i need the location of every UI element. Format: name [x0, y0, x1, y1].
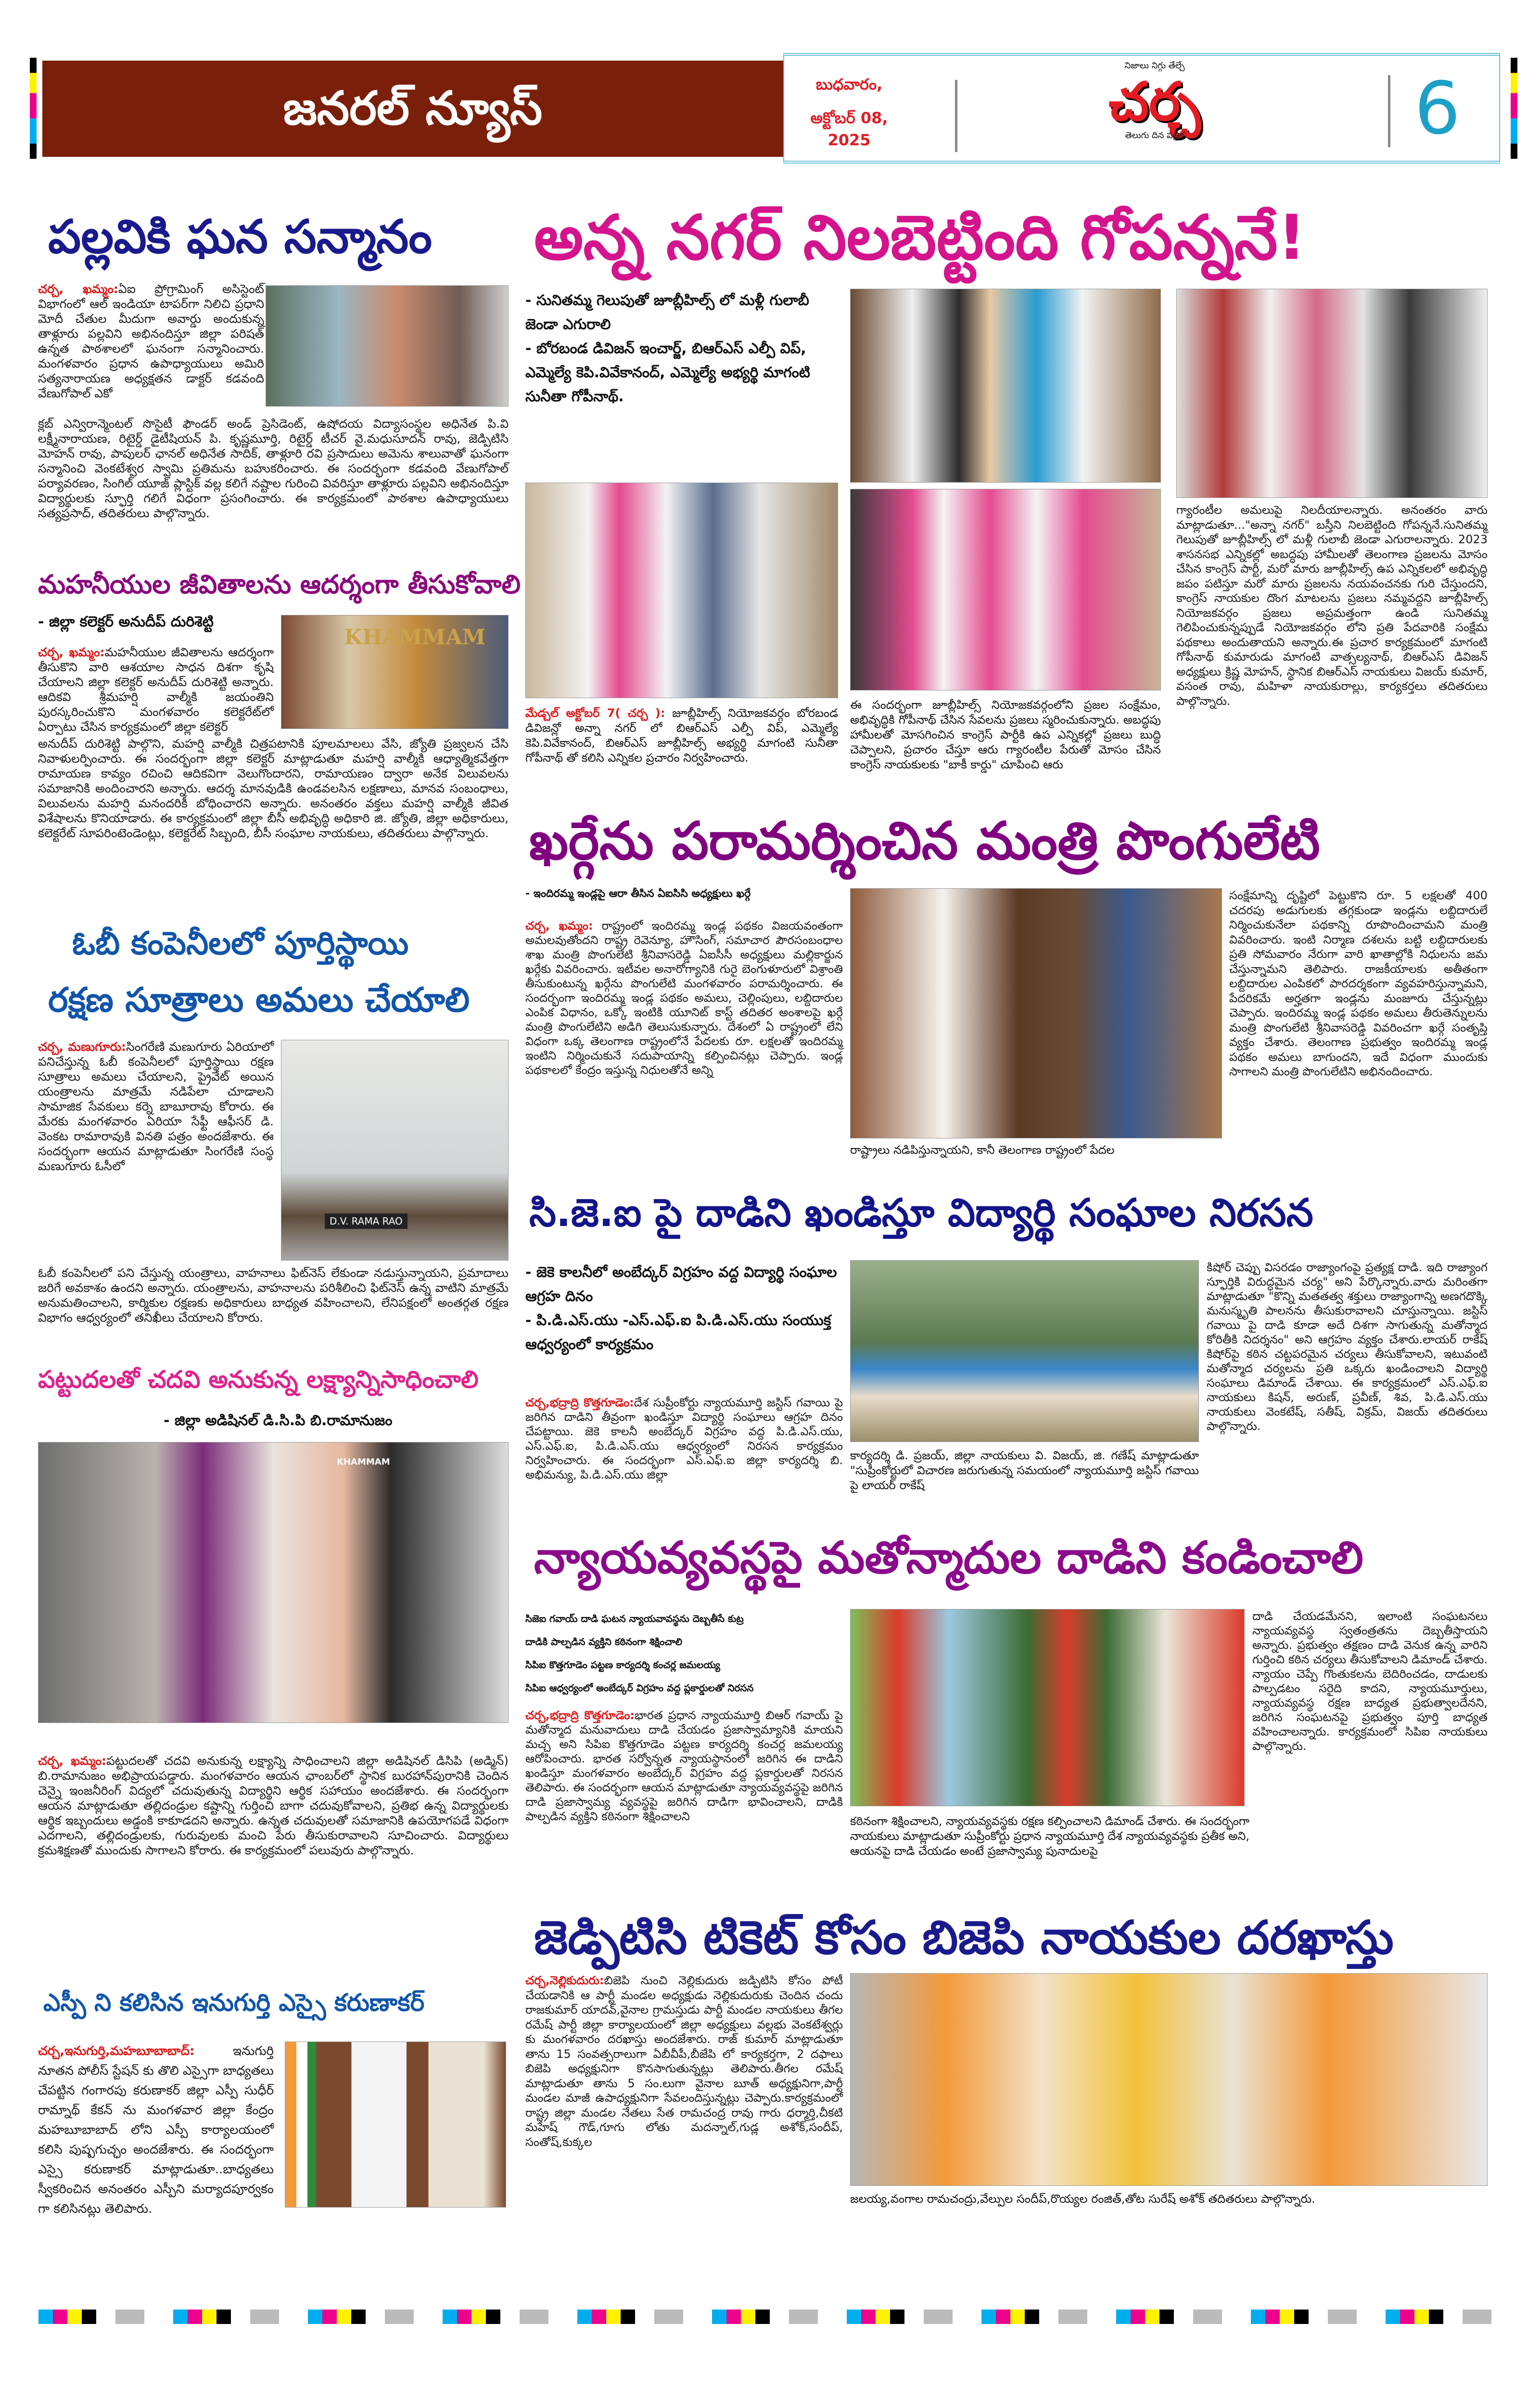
photo-pallavi-felicitation	[266, 285, 509, 407]
logo	[1054, 61, 1256, 142]
article-text: దేశ సుప్రీంకోర్టు న్యాయమూర్తి జస్టిస్ గవాయి పై జరిగిన దాడిని తీవ్రంగా ఖండిస్తూ విద్యార్థి సంఘాలు ఆగ్రహ దినం చేపట్టాయి. జెకె కాలనీ అంబేద్కర్ విగ్రహం వద్ద పి.డి.ఎస్.యు, ఎస్.ఎఫ్.ఐ, పి.డి.ఎస్.యు ఆధ్వర్యంలో నిరసన కార్యక్రమం నిర్వహించారు. ఈ సందర్భంగా ఎస్.ఎఫ్.ఐ జిల్లా కార్యదర్శి బి. అభిమన్యు, పి.డి.ఎస్.యు జిల్లా	[525, 1396, 843, 1481]
bullets-cji	[525, 1261, 843, 1357]
byline-additional-dcp: - జిల్లా అడిషినల్ డి.సి.పి బి.రామానుజం	[164, 1412, 393, 1429]
photo-cpi-protest	[850, 1609, 1245, 1806]
logo-wordmark: చర్చ	[1108, 71, 1201, 132]
article-pallavi-body2: క్లబ్ ఎన్విరాన్మెంటల్ సొసైటీ ఫౌండర్ అండ్ ప్రెసిడెంట్, ఉషోదయ విద్యాసంస్థల అధినేత పి.వి లక్ష్మీనారాయణ, రిటైర్డ్ డైటీషియన్ పి. కృష్ణమూర్తి, రిటైర్డ్ టీచర్ వై.మధుసూదన్ రావు, జెడ్పిటిసి మోహన్ రావు, పాపులర్ ఛానల్ అధినేత సాదిక్, తాళ్లూరి రవి ప్రసాదులు అమెను శాలువాతో ఘనంగా సన్మానించి వెంకటేశ్వర స్వామి ప్రతిమను బహుకరించారు. ఈ సందర్భంగా కడవంది వేణుగోపాల్ పర్యావరణం, సింగిల్ యూజ్ ప్లాస్టిక్ వల్ల కలిగే నష్టాల గురించి వివరిస్తూ తాళ్లూరు పల్లవిని అభినందిస్తూ విద్యార్థులకు స్ఫూర్తి గలిగే విధంగా ప్రసంగించారు. ఈ కార్యక్రమంలో పాఠశాల ఉపాధ్యాయులు సత్యప్రసాద్, తదితరులు పాల్గొన్నారు.	[38, 417, 509, 520]
dateline: చర్చ, ఖమ్మం:	[38, 282, 118, 296]
bullet-point: - పి.డి.ఎస్.యు -ఎస్.ఎఫ్.ఐ పి.డి.ఎస్.యు సంయుక్త ఆధ్వర్యంలో కార్యక్రమం	[525, 1312, 831, 1353]
caption-text: జూబ్లీహిల్స్ నియోజకవర్గం బోరబండ డివిజన్లో అన్నా నగర్ లో బిఆర్ఎస్ ఎల్పీ విప్, ఎమ్మెల్యే కెపి.వివేకానంద్, బిఆర్ఎస్ జూబ్లీహిల్స్ అభ్యర్థి మాగంటి సునీతా గోపీనాథ్ తో కలిసి ఎన్నికల ప్రచారం నిర్వహించారు.	[525, 706, 838, 765]
article-anna-nagar-body: గ్యారంటీల అమలుపై నిలదీయాలన్నారు. అనంతరం వారు మాట్లాడుతూ..."అన్నా నగర్" బస్తీని నిలబెట్టింది గోపన్ననే.సునితమ్మ గెలుపుతో జూబ్లీహిల్స్ లో మళ్లీ గులాబీ జెండా ఎగురాలన్నారు. 2023 శాసనసభ ఎన్నికల్లో అబద్ధపు హామీలతో తెలంగాణ ప్రజలను మోసం చేసిన కాంగ్రెస్ పార్టీ, మరో మారు జూబ్లీహిల్స్ ఉప ఎన్నికలలో అభివృద్ధి జపం పటిస్తూ మరో మారు ప్రజలను నయవంచనకు గురి చేస్తుందని, కాంగ్రెస్ నాయకుల దొంగ మాటలను ప్రజలు నమ్మవద్దని జూబ్లీహిల్స్ నియోజకవర్గం ప్రజలు అప్రమత్తంగా ఉండి సునితమ్మ గెలిపించుకున్నప్పుడే నియోజకవర్గం లోని ప్రతి పేదవారికి సంక్షేమ పథకాలు అందుతాయని అన్నారు.ఈ ప్రచార కార్యక్రమంలో మాగంటి గోపీనాథ్ కుమారుడు మాగంటి వాత్సల్యనాథ్, బిఆర్ఎస్ డివిజన్ అధ్యక్షులు క్రిష్ణ మోహన్, స్థానిక బిఆర్ఎస్ నాయకులు విజయ్ కుమార్, వసంత రావు, మహిళా నాయకురాల్లు, కార్యకర్తలు తదితరులు పాల్గొన్నారు.	[1176, 503, 1488, 708]
article-cji-body1	[525, 1395, 843, 1482]
article-si-body	[38, 2042, 274, 2219]
headline-pallavi: పల్లవికి ఘన సన్మానం	[48, 210, 433, 264]
dateline: చర్చ,ఇనుగుర్తి,మహబూబాబాద్:	[38, 2044, 195, 2058]
article-text: ఇనుగుర్తి నూతన పోలీస్ స్టేషన్ కు తొలి ఎస్సైగా బాధ్యతలు చేపట్టిన గంగారపు కరుణాకర్ జిల్లా ఎస్పీ సుధీర్ రామ్నాథ్ కేకన్ ను మంగళవార జిల్లా కేంద్రం మహబూబాబాద్ లోని ఎస్పీ కార్యాలయంలో కలిసి పుష్పగుచ్ఛం అందజేశారు. ఈ సందర్భంగా ఎస్సై కరుణాకర్ మాట్లాడుతూ..బాధ్యతలు స్వీకరించిన అనంతరం ఎస్పీని మర్యాదపూర్వకం గా కలిసినట్లు తెలిపారు.	[38, 2044, 274, 2216]
article-ob-body1	[38, 1039, 274, 1174]
article-text: పట్టుదలతో చదవి అనుకున్న లక్ష్యాన్ని సాధించాలని జిల్లా అడిషినల్ డిసిపి (అడ్మిన్) బి.రామానుజం అభిప్రాయపడ్డారు. మంగళవారం ఆయన ఛాంబర్‌లో స్థానిక బురహాన్‌పురానికి చెందిన చెన్నై ఇంజనీరింగ్ విద్యలో చదువుతున్న విద్యార్థిని ఆర్థిక సహాయం అందజేశారు. ఈ సందర్భంగా ఆయన మాట్లాడుతూ తల్లిదండ్రుల కష్టాన్ని గుర్తించి బాగా చదువుకోవాలని, ప్రతిభ ఉన్న విద్యార్థులకు ఆర్థిక ఇబ్బందులు అడ్డంకి కాకూడదని అన్నారు. ఉన్నత చదువులతో సమాజానికి ఉపయోగపడే విధంగా ఎదగాలని, తల్లిదండ్రులకు, గురువులకు మంచి పేరు తీసుకురావాలని సూచించారు. విద్యార్థులు క్రమశిక్షణతో ముందుకు సాగాలని కోరారు. ఈ కార్యక్రమంలో పలువురు పాల్గొన్నారు.	[38, 1754, 509, 1857]
article-text: బిజెపి నుంచి నెల్లికుదురు జడ్పిటిసి కోసం పోటీ చేయడానికి ఆ పార్టీ మండల అధ్యక్షుడు నెల్లికుదురుకు చెందిన చందు రాజకుమార్ యాదవ్,వైనాల గ్రామస్తుడు పార్టీ మండల నాయకులు తీగల రమేష్ పార్టీ జిల్లా కార్యాలయంలో జిల్లా అధ్యక్షులు వల్లభు వెంకటేశ్వర్లు కు మంగళవారం దరఖాస్తు అందజేశారు. రాజ్ కుమార్ మాట్లాడుతూ తాను 15 సంవత్సరాలుగా ఏబీవీపీ,బీజేపి లో కార్యకర్తగా, 2 దఫాలు బిజెపి అధ్యక్షునిగా కొనసాగుతున్నట్లు తెలిపారు.తీగల రమేష్ మాట్లాడుతూ తాను 5 సం.లుగా వైనాల బూత్ అధ్యక్షునిగా,పార్టీ మండల మాజీ ఉపాధ్యక్షునిగా సేవలందిస్తున్నట్లు చెప్పారు.కార్యక్రమంలో రాష్ట్ర జిల్లా మండల నేతలు సేత రామచంద్ర రావు గారు ధర్మార్తి,చీకటి మహేష్ గౌడ్,గూగు లోతు మదన్నాల్,గుడ్ల అశోక్,సందీప్, సంతోష్,కుక్కల	[525, 1974, 843, 2149]
photo-ob-petition	[281, 1040, 509, 1261]
byline-collector: - జిల్లా కలెక్టర్ అనుదీప్ దురిశెట్టి	[38, 613, 214, 630]
caption-kharge: రాష్ట్రాలు నడిపిస్తున్నాయని, కానీ తెలంగాణ రాష్ట్రంలో పేదల	[850, 1143, 1115, 1157]
headline-anna-nagar: అన్న నగర్ నిలబెట్టింది గోపన్ననే!	[534, 202, 1306, 274]
dateline: చర్చ, మణుగూరు:	[38, 1040, 127, 1054]
photo-student-protest	[850, 1260, 1199, 1442]
nameplate-text: D.V. RAMA RAO	[325, 1213, 407, 1229]
photo-campaign-4	[1176, 289, 1488, 498]
headline-ob-line1: ఓబీ కంపెనీలలో పూర్తిస్థాయి	[72, 925, 409, 962]
caption-campaign	[525, 706, 838, 766]
print-color-bar	[38, 2310, 1501, 2324]
article-judiciary-body3: కఠినంగా శిక్షించాలని, న్యాయవ్యవస్థకు రక్షణ కల్పించాలని డిమాండ్ చేశారు. ఈ సందర్భంగా నాయకులు మాట్లాడుతూ సుప్రీంకోర్టు ప్రధాన న్యాయమూర్తి దేశ న్యాయవ్యవస్థకు ప్రతీక అని, ఆయనపై దాడి చేయడం అంటే ప్రజాస్వామ్య పునాదులపై	[850, 1814, 1249, 1858]
bullets-anna-nagar	[525, 289, 838, 409]
headline-cji-protest: సి.జె.ఐ పై దాడిని ఖండిస్తూ విద్యార్థి సంఘాల నిరసన	[529, 1190, 1313, 1235]
article-collector-body1	[38, 645, 274, 734]
article-collector-body2: అనుదీప్ దురిశెట్టి పాల్గొని, మహర్షి వాల్మీకి చిత్రపటానికి పూలమాలలు వేసి, జ్యోతి ప్రజ్వలన చేసి నివాళులర్పించారు. ఈ సందర్భంగా జిల్లా కలెక్టర్ మాట్లాడుతూ మహర్షి వాల్మీకి ఆధ్యాత్మికవేత్తగా రామాయణ కావ్యం రచించి ఆదికవిగా వెలుగొందారని, రామాయణం ద్వారా అనేక విలువలను సమాజానికి అందించారని అన్నారు. ఆదర్శ మానవుడికి ఉండవలసిన లక్షణాలు, మానవ సంబంధాలు, విలువలను మహర్షి మనందరికీ బోధించారని అన్నారు. అనంతరం వక్తలు మహర్షి వాల్మీకి జీవిత విశేషాలను కొనియాడారు. ఈ కార్యక్రమంలో జిల్లా బీసీ అభివృద్ధి అధికారి జి. జ్యోతి, జిల్లా అధికారులు, కలెక్టరేట్ సూపరింటెండెంట్లు, కలెక్టరేట్ సిబ్బంది, బీసీ సంఘాల నాయకులు, తదితరులు పాల్గొన్నారు.	[38, 737, 509, 840]
article-ob-body2: ఓబీ కంపెనీలలో పని చేస్తున్న యంత్రాలు, వాహనాలు ఫిట్‌నెస్ లేకుండా నడుస్తున్నాయని, ప్రమాదాలు జరిగే అవకాశం ఉందని అన్నారు. యంత్రాలను, వాహనాలను పరిశీలించి ఫిట్‌నెస్ ఉన్న వాటిని మాత్రమే అనుమతించాలని, కార్మికుల రక్షణకు అధికారులు బాధ్యత వహించాలని, లేనిపక్షంలో అంతర్గత రక్షణ విభాగం ఆధ్వర్యంలో తనిఖీలు చేయాలని కోరారు.	[38, 1266, 509, 1325]
headline-si-karunakar: ఎస్పీ ని కలిసిన ఇనుగుర్తి ఎస్సై కరుణాకర్	[43, 1989, 425, 2017]
photo-sign-text: KHAMMAM	[344, 625, 486, 650]
bullet-point: దాడికి పాల్పడిన వ్యక్తిని కఠినంగా శిక్షించాలి	[525, 1636, 683, 1647]
dateline: చర్చ,భద్రాద్రి కొత్తగూడెం:	[525, 1709, 635, 1722]
photo-si-meets-sp	[285, 2042, 506, 2208]
bullet-kharge: - ఇందిరమ్మ ఇండ్లపై ఆరా తీసిన ఏఐసిసి అధ్యక్షులు ఖర్గే	[525, 888, 751, 900]
dateline: చర్చ, ఖమ్మం:	[38, 645, 105, 659]
headline-judiciary-attack: న్యాయవ్యవస్థపై మతోన్మాదుల దాడిని కండించాలి	[534, 1532, 1363, 1583]
photo-campaign-1	[525, 483, 838, 698]
logo-tagline: నిజాలు నిగ్గు తేల్చే	[1124, 61, 1185, 71]
bullet-point: - బోరబండ డివిజన్ ఇంచార్జ్, బిఆర్ఎస్ ఎల్పీ విప్, ఎమ్మెల్యే కెపి.వివేకానంద్, ఎమ్మెల్యే అభ్యర్థి మాగంటి సునీతా గోపీనాథ్.	[525, 340, 810, 405]
headline-ob-line2: రక్షణ సూత్రాలు అమలు చేయాలి	[48, 980, 470, 1020]
photo-dcp-assistance	[38, 1442, 509, 1723]
article-zptc-body	[525, 1973, 843, 2149]
bullets-judiciary	[525, 1607, 848, 1699]
article-text: ఏఐ ప్రోగ్రామింగ్ అసిస్టెంట్ విభాగంలో ఆల్ ఇండియా టాపర్‌గా నిలిచి ప్రధాని మోదీ చేతుల మీదుగా అవార్డు అందుకున్న తాళ్లూరు పల్లవిని అభినందిస్తూ జిల్లా పరిషత్ ఉన్నత పాఠశాలలో ఘనంగా సన్మానించారు. మంగళవారం ప్రధాన ఉపాధ్యాయులు అమిరి సత్యనారాయణ అధ్యక్షతన డాక్టర్ కడవంది వేణుగోపాల్ ఎకో	[38, 282, 264, 400]
article-judiciary-body1	[525, 1708, 843, 1824]
section-banner	[42, 61, 783, 157]
bullet-point: సిపిఐ కొత్తగూడెం పట్టణ కార్యదర్శి కంచర్ల జమలయ్య	[525, 1659, 720, 1671]
masthead	[783, 53, 1500, 164]
issue-date: అక్టోబర్ 08, 2025	[810, 109, 888, 149]
dateline: మేడ్చల్ అక్టోబర్ 7( చర్చ ):	[525, 706, 665, 720]
article-judiciary-body2: దాడి చేయడమేనని, ఇలాంటి సంఘటనలు న్యాయవ్యవస్థ స్వతంత్రతను దెబ్బతీస్తాయని అన్నారు. ప్రభుత్వం తక్షణం దాడి వెనుక ఉన్న వారిని గుర్తించి కఠిన చర్యలు తీసుకోవాలని డిమాండ్ చేశారు. న్యాయం చెప్పే గొంతుకలను బెదిరించడం, దాడులకు పాల్పడటం సరైది కాదని, న్యాయమూర్తులు, న్యాయవ్యవస్థ రక్షణ బాధ్యత ప్రభుత్వాలదేనని, జరిగిన సంఘటనపై ప్రభుత్వం పూర్తి బాధ్యత వహించాలన్నారు. కార్యక్రమంలో సిపిఐ నాయకులు పాల్గొన్నారు.	[1252, 1609, 1488, 1753]
headline-kharge: ఖర్గేను పరామర్శించిన మంత్రి పొంగులేటి	[529, 811, 1320, 871]
bullet-point: - సునితమ్మ గెలుపుతో జూబ్లీహిల్స్ లో మళ్లీ గులాబీ జెండా ఎగురాలి	[525, 292, 809, 333]
issue-day: బుధవారం,	[815, 75, 883, 93]
article-text: భారత ప్రధాన న్యాయమూర్తి బిఆర్ గవాయ్ పై మతోన్మాద మనువాదులు దాడి చేయడం ప్రజాస్వామ్యానికి మాయని మచ్చ అని సిపిఐ కొత్తగూడెం పట్టణ కార్యదర్శి కంచర్ల జమలయ్య ఆరోపించారు. భారత సర్వోన్నత న్యాయస్థానంలో జరిగిన ఈ దాడిని ఖండిస్తూ మంగళవారం అంబేద్కర్ విగ్రహం వద్ద ప్లకార్డులతో నిరసన తెలిపారు. ఈ సందర్భంగా ఆయన మాట్లాడుతూ న్యాయవ్యవస్థపై జరిగిన దాడి ప్రజాస్వామ్య వ్యవస్థపై జరిగిన దాడిగా భావించాలని, దాడికి పాల్పడిన వ్యక్తిని కఠినంగా శిక్షించాలని	[525, 1709, 843, 1823]
registration-mark-left	[30, 58, 37, 159]
divider	[955, 80, 957, 152]
article-kharge-body1	[525, 919, 843, 1077]
board-text: KHAMMAM	[337, 1457, 390, 1467]
dateline: చర్చ,భద్రాద్రి కొత్తగూడెం:	[525, 1396, 634, 1409]
photo-campaign-3	[850, 489, 1161, 690]
caption-campaign-2: ఈ సందర్భంగా జూబ్లీహిల్స్ నియోజకవర్గంలోని ప్రజల సంక్షేమం, అభివృద్ధికి గోపీనాథ్ చేసిన సేవలను ప్రజలు స్మరించుకున్నారు. అబద్ధపు హామీలతో మోసగించిన కాంగ్రెస్ పార్టీకి ఉప ఎన్నికల్లో ప్రజలు బుద్ధి చెప్పాలని, ప్రచారం చేస్తూ ఆరు గ్యారంటీల పేరుతో మోసం చేసిన కాంగ్రెస్ నాయకులకు "బాకీ కార్డు" చూపించి ఆరు	[850, 698, 1161, 771]
headline-additional-dcp: పట్టుదలతో చదవి అనుకున్న లక్ష్యాన్నిసాధించాలి	[38, 1366, 479, 1393]
bullet-point: సిజెఐ గవాయ్ దాడి ఘటన న్యాయవావస్థను దెబ్బతీసే కుట్ర	[525, 1613, 744, 1624]
divider	[1388, 75, 1390, 147]
article-cji-body3: కార్యదర్శి డి. ప్రజయ్, జిల్లా నాయకులు వి. విజయ్, జి. గణేష్ మాట్లాడుతూ "సుప్రీంకోర్టులో విచారణ జరుగుతున్న సమయంలో న్యాయమూర్తి జస్టిస్ గవాయి పై లాయర్ రాకేష్	[850, 1449, 1199, 1492]
photo-bjp-application	[850, 1973, 1488, 2186]
bullet-point: సిపిఐ ఆధ్వర్యంలో అంబేద్కర్ విగ్రహం వద్ద ప్లకార్డులతో నిరసన	[525, 1682, 754, 1694]
photo-kharge-visit	[850, 888, 1222, 1138]
registration-mark-right	[1511, 58, 1517, 159]
photo-collector-valmiki	[281, 615, 509, 729]
article-dcp-body	[38, 1753, 509, 1858]
section-title: జనరల్ న్యూస్	[283, 81, 543, 136]
caption-zptc: జలయ్య,వంగాల రామచంద్రు,వేల్పుల సందీప్,రొయ్యల రంజిత్,తోట సురేష్ అశోక్ తదితరులు పాల్గొన్నారు.	[850, 2192, 1315, 2206]
bullet-point: - జెకె కాలనీలో అంబేద్కర్ విగ్రహం వద్ద విద్యార్థి సంఘాల ఆగ్రహ దినం	[525, 1264, 837, 1305]
article-kharge-body2: సంక్షేమాన్ని దృష్టిలో పెట్టుకొని రూ. 5 లక్షలతో 400 చదరపు అడుగులకు తగ్గకుండా ఇండ్లను లబ్దిదారులే నిర్మించుకునేలా పథకాన్ని రూపొందించామని మంత్రి వివరించారు. ఇంటి నిర్మాణ దశలను బట్టి లబ్దిదారులకు ప్రతి సోమవారం నేరుగా వారి ఖాతాల్లోకి నిధులను జమ చేస్తున్నామని తెలిపారు. రాజకీయాలకు అతీతంగా లబ్దిదారుల ఎంపికలో పారదర్శకంగా వ్యవహరిస్తున్నామని, పేదరికమే అర్హతగా ఇండ్లను మంజూరు చేస్తున్నట్లు చెప్పారు. ఇందిరమ్మ ఇండ్ల పథకం అమలు తీరుతెన్నులను మంత్రి పొంగులేటి శ్రీనివాసరెడ్డి వివరించగా ఖర్గే సంతృప్తి వ్యక్తం చేశారు. తెలంగాణ ప్రభుత్వం ఇందిరమ్మ ఇండ్ల పథకం అమలు బాగుందని, ఇదే విధంగా ముందుకు సాగాలని మంత్రి పొంగులేటిని అభినందించారు.	[1229, 889, 1488, 1078]
dateline: చర్చ,నెల్లికుదురు:	[525, 1974, 604, 1987]
dateline: చర్చ, ఖమ్మం:	[38, 1754, 107, 1768]
page-number: 6	[1414, 67, 1461, 151]
dateline: చర్చ, ఖమ్మం:	[525, 919, 593, 932]
article-text: సింగరేణి మణుగూరు ఏరియాలో పనిచేస్తున్న ఓబీ కంపెనీలలో పూర్తిస్థాయి రక్షణ సూత్రాలు అమలు చేయాలని, ప్రైవేట్ అయిన యంత్రాలను మాత్రమే నడిపేలా చూడాలని సామాజిక సేవకులు కర్నె బాబూరావు కోరారు. ఈ మేరకు మంగళవారం ఏరియా సేఫ్టీ ఆఫీసర్ డి. వెంకట రామారావుకి వినతి పత్రం అందజేశారు. ఈ సందర్భంగా ఆయన మాట్లాడుతూ సింగరేణి సంస్థ మణుగూరు ఓసీలో	[38, 1040, 274, 1173]
article-cji-body2: కిషోర్ చెప్పు విసరడం రాజ్యాంగంపై ప్రత్యక్ష దాడి. ఇది రాజ్యాంగ స్ఫూర్తికి విరుద్ధమైన చర్య" అని పేర్కొన్నారు.వారు మరింతగా మాట్లాడుతూ "కొన్ని మతతత్వ శక్తులు రాజ్యాంగాన్ని అణగదొక్కి మనుస్మృతి పాలనను తీసుకురావాలని చూస్తున్నాయి. జస్టిస్ గవాయి పై దాడి కూడా అదే దిశగా సాగుతున్న మతోన్మాద కోరితీకి నిదర్శనం" అని ఆగ్రహం వ్యక్తం చేశారు.లాయర్ రాకేష్ కిషోర్‌పై కఠిన చట్టపరమైన చర్యలు తీసుకోవాలని, ఇటువంటి మతోన్మాద చర్యలను ప్రతి ఒక్కరు ఖండించాలని విద్యార్థి సంఘాలు డిమాండ్ చేశాయి. ఈ కార్యక్రమంలో ఎస్.ఎఫ్.ఐ నాయకులు కిషన్, అరుణ్, ప్రవీణ్, శివ, పి.డి.ఎస్.యు నాయకులు వెంకటేష్, సతీష్, విక్రమ్, విజయ్ తదితరులు పాల్గొన్నారు.	[1207, 1261, 1488, 1433]
logo-subtitle: తెలుగు దిన పత్రిక	[1125, 130, 1184, 140]
headline-collector: మహనీయుల జీవితాలను ఆదర్శంగా తీసుకోవాలి	[38, 569, 521, 600]
article-pallavi-body1	[38, 281, 264, 401]
headline-zptc-ticket: జెడ్పిటిసి టికెట్ కోసం బిజెపి నాయకుల దరఖాస్తు	[534, 1911, 1394, 1965]
article-text: మహనీయుల జీవితాలను ఆదర్శంగా తీసుకొని వారి ఆశయాల సాధన దిశగా కృషి చేయాలని జిల్లా కలెక్టర్ అనుదీప్ దురిశెట్టి అన్నారు. ఆదికవి శ్రీమహర్షి వాల్మీకి జయంతిని పురస్కరించుకొని మంగళవారం కలెక్టరేట్‌లో ఏర్పాటు చేసిన కార్యక్రమంలో జిల్లా కలెక్టర్	[38, 645, 274, 734]
article-text: రాష్ట్రంలో ఇందిరమ్మ ఇండ్ల పథకం విజయవంతంగా అమలవుతోందని రాష్ట్ర రెవెన్యూ, హౌసింగ్, సమాచార పౌరసంబంధాల శాఖ మంత్రి పొంగులేటి శ్రీనివాసరెడ్డి ఏఐసీసీ అధ్యక్షులు మల్లికార్జున ఖర్గేకు వివరించారు. ఇటీవల అనారోగ్యానికి గురై బెంగుళూరులో విశ్రాంతి తీసుకుంటున్న ఖర్గేను పొంగులేటి మంగళవారం పరామర్శించారు. ఈ సందర్భంగా ఇందిరమ్మ ఇండ్ల పథకం అమలు, చెల్లింపులు, లబ్దిదారుల ఎంపిక విధానం, ఒక్కో ఇంటికి యూనిట్ కాస్ట్ తదితర అంశాలపై ఖర్గే మంత్రి పొంగులేటిని అడిగి తెలుసుకున్నారు. దేశంలో ఏ రాష్ట్రంలో లేని విధంగా ఒక్క తెలంగాణ రాష్ట్రంలోనే పేదలకు రూ. లక్షలతో ఇందిరమ్మ ఇంటిని నిర్మించుకునే సదుపాయాన్ని కల్పించినట్లు చెప్పారు. ఇండ్ల పథకాలలో కేంద్రం ఇస్తున్న నిధులతోనే అన్ని	[525, 919, 843, 1077]
photo-campaign-2	[850, 289, 1161, 483]
